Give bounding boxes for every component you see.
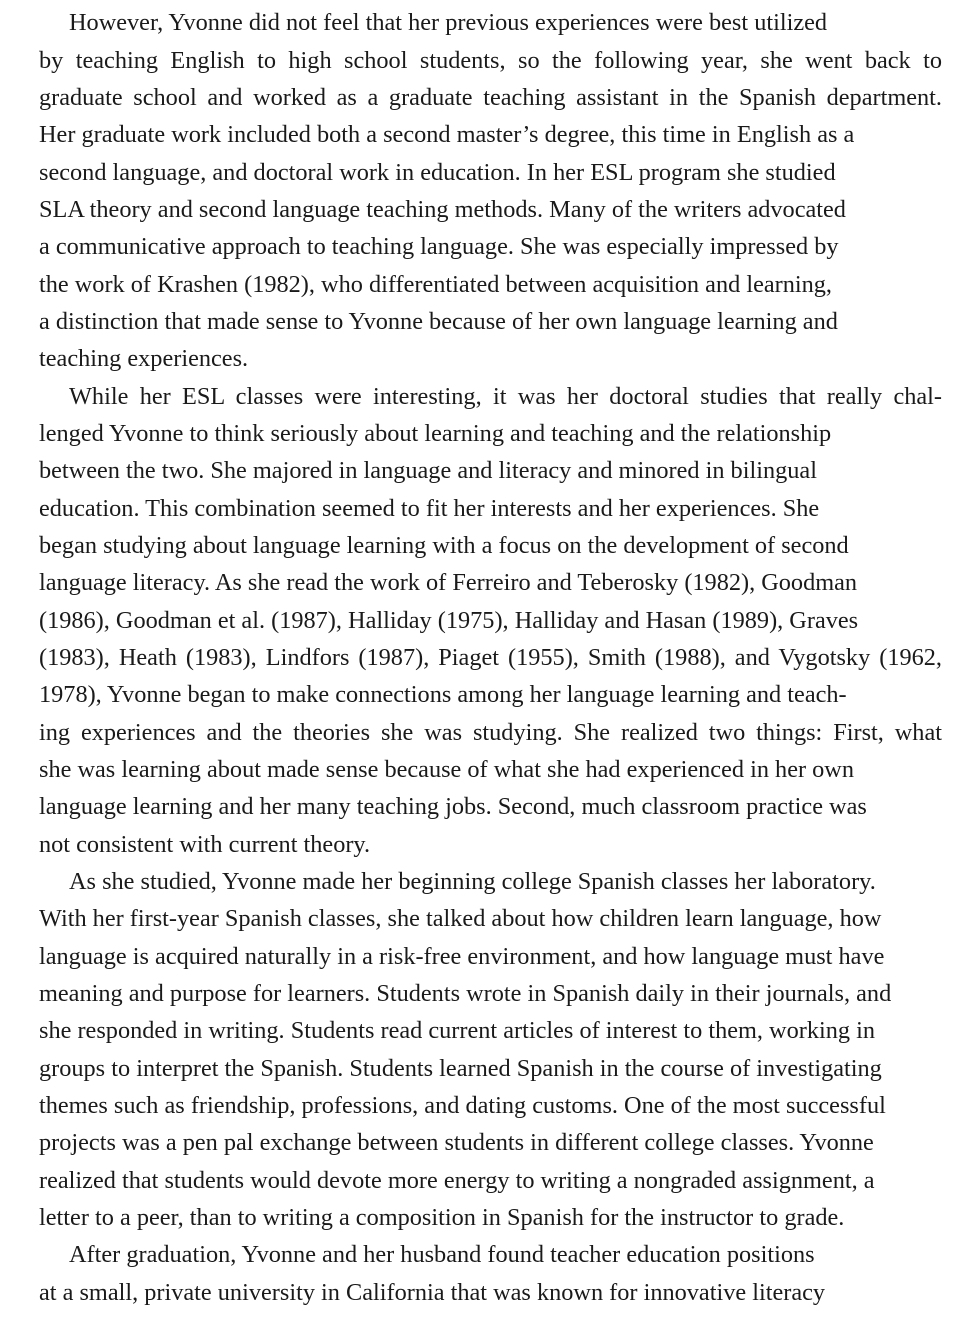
text-line: language learning and her many teaching jobs. Second, much classroom practice was xyxy=(39,793,867,820)
text-line: lenged Yvonne to think seriously about learning and teaching and the relationship xyxy=(39,420,832,447)
text-line: not consistent with current theory. xyxy=(39,831,371,858)
text-line: meaning and purpose for learners. Students wrote in Spanish daily in their journals, and xyxy=(39,980,892,1007)
text-line: a distinction that made sense to Yvonne because of her own language learning and xyxy=(39,308,838,335)
text-line: language literacy. As she read the work of Ferreiro and Teberosky (1982), Goodman xyxy=(39,569,858,596)
text-line: As she studied, Yvonne made her beginning college Spanish classes her laboratory. xyxy=(69,868,876,895)
text-line: groups to interpret the Spanish. Students learned Spanish in the course of investigating xyxy=(39,1055,882,1082)
text-line: a communicative approach to teaching language. She was especially impressed by xyxy=(39,233,839,260)
text-line: With her first-year Spanish classes, she talked about how children learn language, how xyxy=(39,905,882,932)
text-line: However, Yvonne did not feel that her previous experiences were best utilized xyxy=(69,9,828,36)
text-line: 1978), Yvonne began to make connections among her language learning and teach- xyxy=(39,681,847,708)
text-line: realized that students would devote more energy to writing a nongraded assignment, a xyxy=(39,1167,875,1194)
text-line: language is acquired naturally in a risk-free environment, and how language must have xyxy=(39,943,885,970)
text-line: by teaching English to high school students, so the following year, she went back to xyxy=(39,47,942,74)
text-line: she was learning about made sense because of what she had experienced in her own xyxy=(39,756,854,783)
text-line: SLA theory and second language teaching methods. Many of the writers advocated xyxy=(39,196,846,223)
text-line: began studying about language learning with a focus on the development of second xyxy=(39,532,849,559)
text-line: second language, and doctoral work in education. In her ESL program she studied xyxy=(39,159,836,186)
text-line: letter to a peer, than to writing a composition in Spanish for the instructor to grade. xyxy=(39,1204,845,1231)
text-line: themes such as friendship, professions, and dating customs. One of the most successful xyxy=(39,1092,886,1119)
text-line: teaching experiences. xyxy=(39,345,249,372)
text-line: at a small, private university in California that was known for innovative literacy xyxy=(39,1279,826,1306)
text-line: After graduation, Yvonne and her husband found teacher education positions xyxy=(69,1241,815,1268)
text-line: (1986), Goodman et al. (1987), Halliday (1975), Halliday and Hasan (1989), Graves xyxy=(39,607,859,634)
text-line: the work of Krashen (1982), who differentiated between acquisition and learning, xyxy=(39,271,832,298)
text-line: graduate school and worked as a graduate teaching assistant in the Spanish department. xyxy=(39,84,942,111)
text-line: education. This combination seemed to fit her interests and her experiences. She xyxy=(39,495,820,522)
text-line: ing experiences and the theories she was studying. She realized two things: First, what xyxy=(39,719,942,746)
text-line: between the two. She majored in language and literacy and minored in bilingual xyxy=(39,457,817,484)
text-line: projects was a pen pal exchange between students in different college classes. Yvonne xyxy=(39,1129,874,1156)
text-line: she responded in writing. Students read current articles of interest to them, working in xyxy=(39,1017,876,1044)
text-line: While her ESL classes were interesting, it was her doctoral studies that really chal- xyxy=(69,383,942,410)
text-line: Her graduate work included both a second master’s degree, this time in English as a xyxy=(39,121,855,148)
text-line: (1983), Heath (1983), Lindfors (1987), Piaget (1955), Smith (1988), and Vygotsky (1962, xyxy=(39,644,942,671)
